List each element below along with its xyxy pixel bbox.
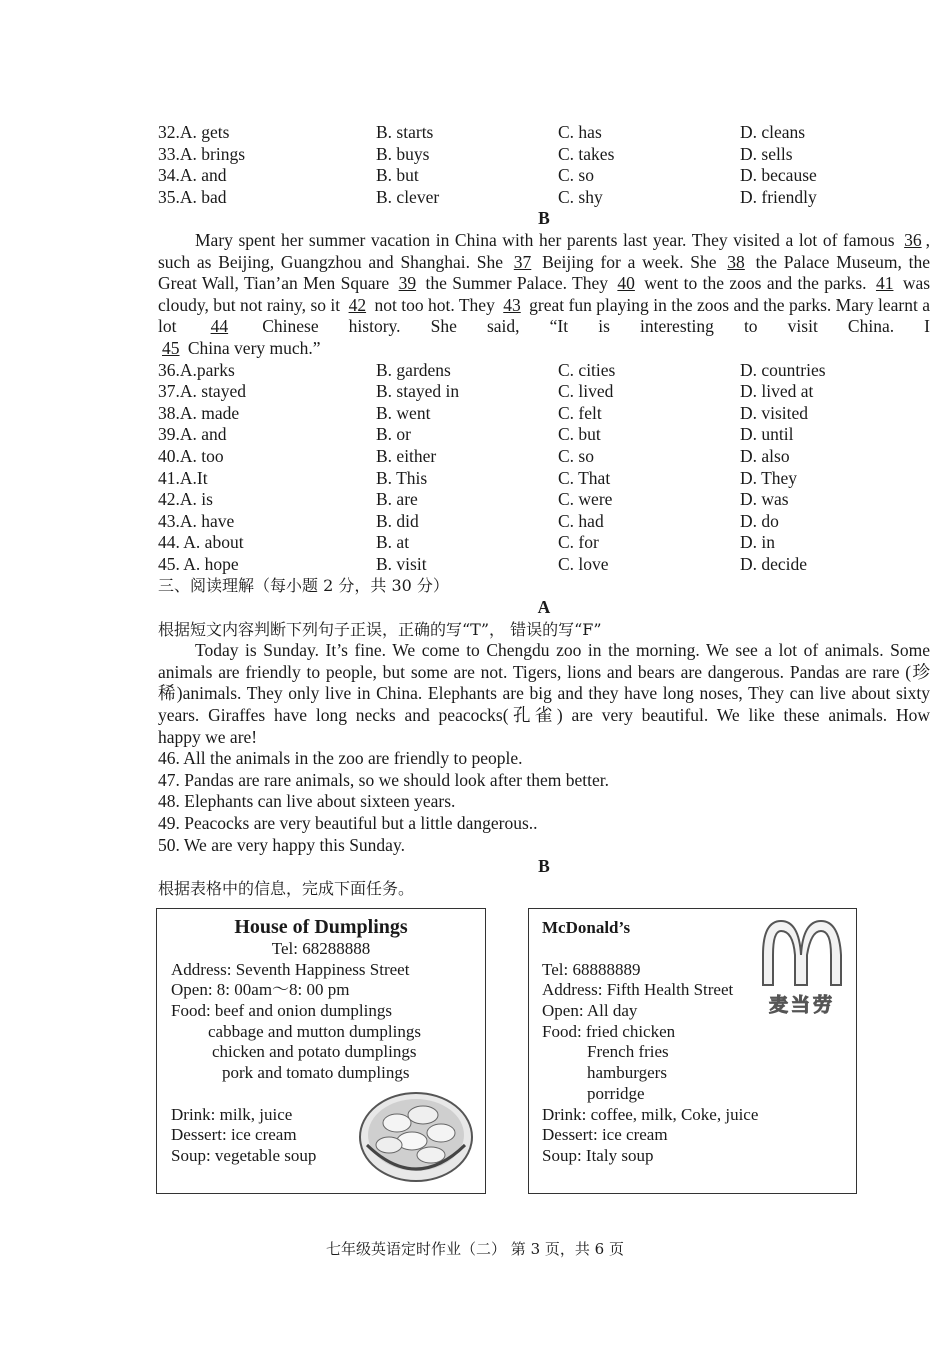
option-n: 44. A. about — [158, 532, 244, 553]
dumplings-food-3: chicken and potato dumplings — [212, 1042, 417, 1062]
option-b: B. are — [376, 489, 418, 510]
reading-a-heading: A — [537, 597, 551, 618]
options-row — [158, 187, 930, 209]
option-c: C. were — [558, 489, 613, 510]
option-n: 37.A. stayed — [158, 381, 246, 402]
option-b: B. went — [376, 402, 431, 423]
mcdonalds-food-4: porridge — [587, 1083, 645, 1103]
section-3-title: 三、阅读理解（每小题 2 分，共 30 分） — [158, 576, 449, 596]
section-b-heading: B — [538, 208, 550, 229]
options-row — [158, 511, 930, 533]
option-c: C. so — [558, 445, 594, 466]
dumplings-food-2: cabbage and mutton dumplings — [208, 1021, 421, 1041]
option-d: D. They — [740, 467, 798, 488]
dumplings-address: Address: Seventh Happiness Street — [171, 959, 410, 979]
dumplings-food-1: Food: beef and onion dumplings — [171, 1001, 392, 1021]
blank-43: 43 — [503, 294, 521, 315]
mcdonalds-soup: Soup: Italy soup — [542, 1145, 654, 1165]
option-c: C. has — [558, 122, 602, 142]
blank-36: 36 — [904, 229, 922, 250]
cloze-passage-b: Mary spent her summer vacation in China with her parents last year. They visited a lot of famous 36 , such as Beijing, Guangzhou and Shanghai. She 37 Beijing for a week. She 38 the Palace Museum, the Great Wall, Tian’an Men Square 39 the Summer Palace. They 40 went to the zoos and the parks. 41 was cloudy, but not rainy, so it 42 not too hot. They 43 great fun playing in the zoos and the parks. Mary learnt a lot 44 Chinese history. She said, “It is interesting to visit China. I — [158, 229, 931, 337]
option-d: D. was — [740, 489, 789, 510]
option-b: B. did — [376, 510, 419, 531]
dumplings-drink: Drink: milk, juice — [171, 1104, 293, 1124]
option-c: C. so — [558, 165, 594, 186]
option-c: C. had — [558, 510, 604, 531]
reading-b-heading: B — [538, 856, 550, 877]
option-c: C. for — [558, 532, 599, 553]
option-d: D. decide — [740, 553, 808, 574]
dumplings-dessert: Dessert: ice cream — [171, 1125, 297, 1145]
dumplings-open: Open: 8: 00am～8: 00 pm — [171, 980, 350, 1000]
dumplings-food-4: pork and tomato dumplings — [222, 1063, 410, 1083]
blank-42: 42 — [348, 294, 367, 315]
option-d: D. because — [740, 165, 817, 186]
option-n: 33.A. brings — [158, 143, 246, 164]
option-d: D. visited — [740, 402, 809, 423]
options-32-35 — [158, 122, 930, 208]
options-row — [158, 532, 930, 554]
mcdonalds-tel: Tel: 68888889 — [542, 959, 641, 979]
options-row — [158, 122, 930, 144]
mcdonalds-food-2: French fries — [587, 1042, 669, 1062]
dumplings-info-box — [156, 908, 486, 1194]
option-n: 36.A.parks — [158, 359, 235, 380]
options-row — [158, 554, 930, 576]
option-c: C. cities — [558, 359, 616, 380]
blank-40: 40 — [617, 273, 635, 294]
option-c: C. lived — [558, 381, 614, 402]
option-d: D. until — [740, 424, 794, 445]
options-row — [158, 489, 930, 511]
option-b: B. buys — [376, 143, 430, 164]
blank-37: 37 — [513, 251, 532, 272]
mcdonalds-address: Address: Fifth Health Street — [542, 980, 734, 1000]
options-row — [158, 403, 930, 425]
blank-44: 44 — [210, 316, 229, 337]
mcdonalds-info-box — [528, 908, 857, 1194]
option-d: D. do — [740, 510, 779, 531]
options-row — [158, 424, 930, 446]
reading-a-passage-end: happy we are! — [158, 726, 258, 747]
option-c: C. love — [558, 553, 609, 574]
option-d: D. sells — [740, 143, 793, 164]
option-b: B. gardens — [376, 359, 451, 380]
page-footer: 七年级英语定时作业（二） 第 3 页，共 6 页 — [326, 1240, 624, 1258]
mcdonalds-drink: Drink: coffee, milk, Coke, juice — [542, 1104, 759, 1124]
question-item: 47. Pandas are rare animals, so we should look after them better. — [158, 769, 609, 790]
reading-a-passage: Today is Sunday. It’s fine. We come to Chengdu zoo in the morning. We see a lot of animals. Some animals are friendly to people, but some are not. Tigers, lions and bears are dangerous. Pandas are rare (珍稀)animals. They only live in China. Elephants are big and they have long noses, They can live about sixty years. Giraffes have long necks and peacocks(孔雀) are very beautiful. We like these animals. How — [158, 640, 930, 726]
option-n: 39.A. and — [158, 424, 227, 445]
options-36-45 — [158, 360, 930, 576]
options-row — [158, 468, 930, 490]
option-c: C. felt — [558, 402, 602, 423]
option-b: B. but — [376, 165, 419, 186]
option-d: D. countries — [740, 359, 826, 380]
option-b: B. either — [376, 445, 437, 466]
option-d: D. also — [740, 445, 790, 466]
option-n: 41.A.It — [158, 467, 208, 488]
options-row — [158, 144, 930, 166]
question-item: 46. All the animals in the zoo are friendly to people. — [158, 748, 523, 769]
dumplings-tel: Tel: 68288888 — [271, 939, 371, 958]
option-d: D. lived at — [740, 381, 814, 402]
options-row — [158, 446, 930, 468]
dumplings-title: House of Dumplings — [234, 916, 408, 938]
mcdonalds-logo-text: 麦当劳 — [768, 993, 835, 1016]
mcdonalds-food-3: hamburgers — [587, 1063, 667, 1083]
blank-39: 39 — [398, 273, 417, 294]
question-item: 48. Elephants can live about sixteen years. — [158, 791, 456, 812]
option-d: D. in — [740, 532, 775, 553]
option-n: 34.A. and — [158, 165, 227, 186]
options-row — [158, 381, 930, 403]
blank-45: 45 — [162, 337, 180, 358]
option-n: 42.A. is — [158, 489, 213, 510]
mcdonalds-open: Open: All day — [542, 1001, 638, 1021]
options-row — [158, 360, 930, 382]
option-c: C. That — [558, 467, 611, 488]
option-n: 35.A. bad — [158, 186, 227, 207]
option-n: 38.A. made — [158, 402, 240, 423]
option-d: D. friendly — [740, 186, 817, 207]
mcdonalds-dessert: Dessert: ice cream — [542, 1125, 668, 1145]
option-n: 40.A. too — [158, 445, 224, 466]
dumplings-soup: Soup: vegetable soup — [171, 1145, 317, 1165]
option-b: B. stayed in — [376, 381, 460, 402]
cloze-passage-b-end: 45 China very much.” — [158, 338, 930, 360]
option-c: C. but — [558, 424, 601, 445]
option-b: B. or — [376, 424, 411, 445]
mcdonalds-logo — [755, 915, 849, 1015]
reading-b-instruction: 根据表格中的信息，完成下面任务。 — [158, 878, 415, 898]
true-false-questions — [158, 748, 930, 856]
reading-a-instruction: 根据短文内容判断下列句子正误，正确的写“T”， 错误的写“F” — [158, 619, 602, 639]
option-n: 43.A. have — [158, 510, 235, 531]
option-n: 32.A. gets — [158, 122, 230, 142]
option-b: B. This — [376, 467, 428, 488]
mcdonalds-title: McDonald’s — [542, 918, 631, 937]
worksheet-page — [158, 122, 930, 899]
dumplings-bowl-image — [357, 1085, 475, 1185]
option-c: C. takes — [558, 143, 615, 164]
question-item: 49. Peacocks are very beautiful but a little dangerous.. — [158, 813, 538, 833]
option-d: D. cleans — [740, 122, 806, 142]
option-b: B. clever — [376, 186, 440, 207]
blank-41: 41 — [875, 273, 894, 294]
option-n: 45. A. hope — [158, 553, 239, 574]
option-b: B. starts — [376, 122, 434, 142]
blank-38: 38 — [727, 251, 745, 272]
option-b: B. visit — [376, 553, 427, 574]
options-row — [158, 165, 930, 187]
golden-arches-icon — [755, 915, 849, 987]
question-item: 50. We are very happy this Sunday. — [158, 834, 405, 855]
mcdonalds-food-1: Food: fried chicken — [542, 1021, 676, 1041]
option-c: C. shy — [558, 186, 603, 207]
option-b: B. at — [376, 532, 410, 553]
